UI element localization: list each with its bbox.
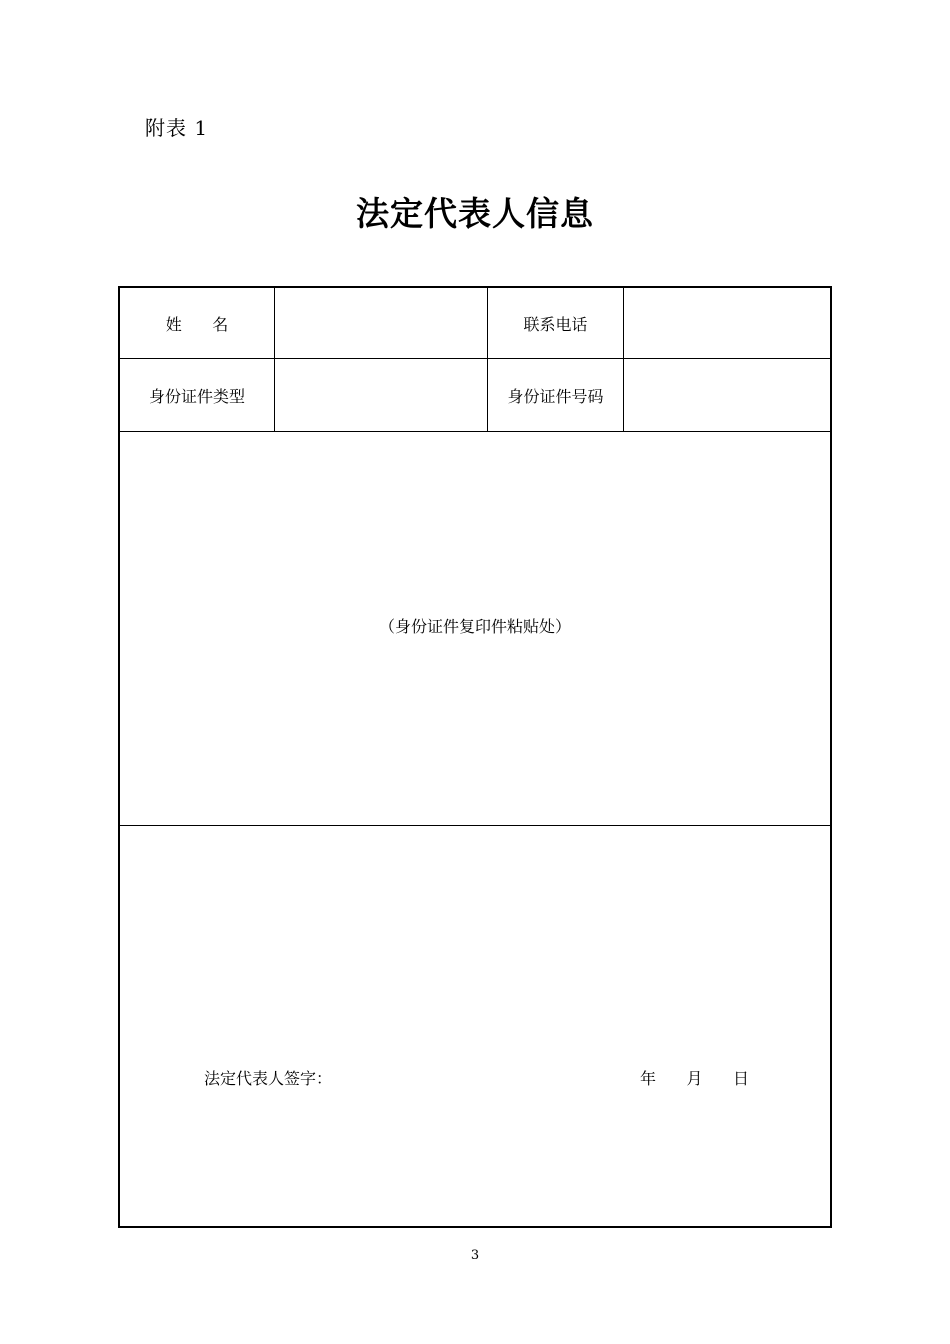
- id-number-field[interactable]: [624, 359, 830, 431]
- row-divider-3: [120, 825, 830, 826]
- appendix-label: 附表 1: [145, 116, 209, 140]
- page-number: 3: [470, 1248, 480, 1263]
- id-number-label: 身份证件号码: [507, 386, 604, 406]
- id-type-field[interactable]: [275, 359, 487, 431]
- phone-field[interactable]: [624, 288, 830, 358]
- id-copy-paste-note: （身份证件复印件粘贴处）: [378, 617, 571, 636]
- legal-representative-form: [118, 286, 832, 1228]
- signature-label: 法定代表人签字：: [204, 1069, 333, 1088]
- id-type-label: 身份证件类型: [148, 386, 245, 406]
- name-field[interactable]: [275, 288, 487, 358]
- signature-date: 年 月 日: [640, 1069, 750, 1088]
- phone-label: 联系电话: [523, 314, 588, 334]
- row-divider-2: [120, 431, 830, 432]
- name-label: 姓 名: [165, 314, 229, 334]
- page-title: 法定代表人信息: [356, 194, 594, 233]
